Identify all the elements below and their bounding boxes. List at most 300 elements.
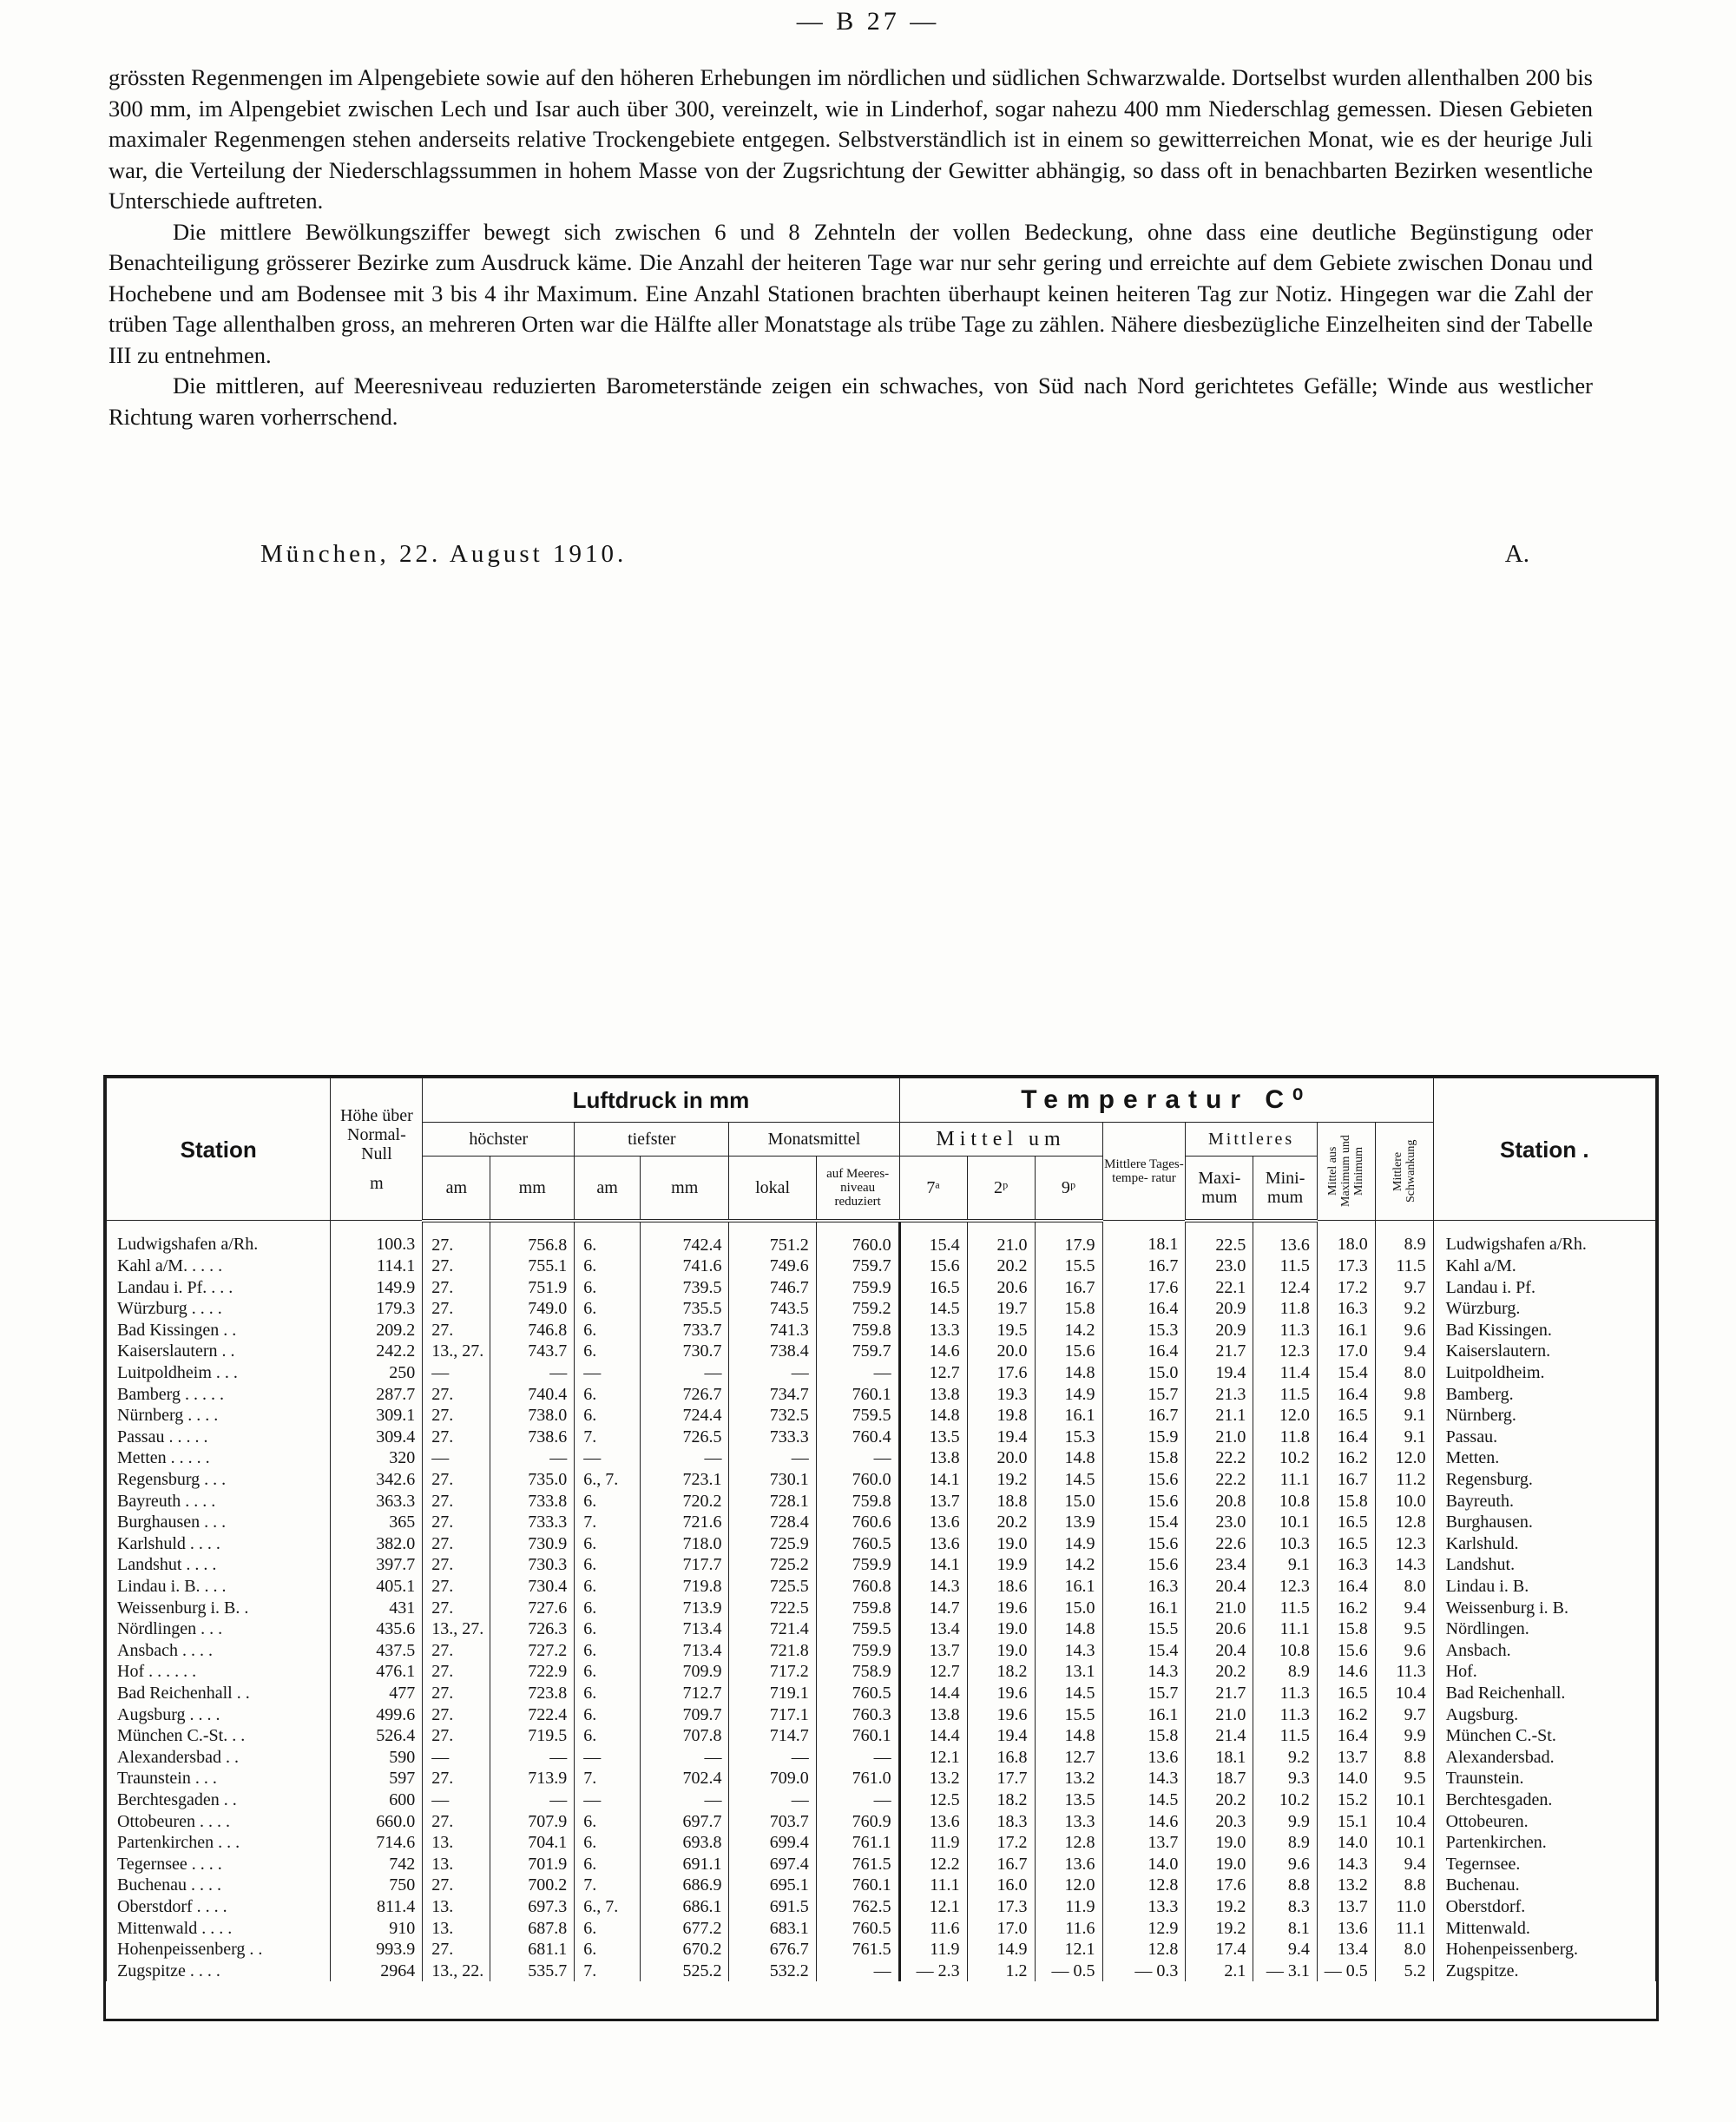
station-name-cell: Nürnberg . . . . (107, 1405, 331, 1427)
table-cell: 8.0 (1375, 1362, 1433, 1384)
table-cell: 15.8 (1317, 1491, 1375, 1512)
table-cell: 18.1 (1186, 1747, 1253, 1769)
station-name-cell: Karlshuld. (1433, 1533, 1655, 1555)
header-schwankung-label: Mittlere Schwankung (1391, 1139, 1417, 1203)
table-cell: 762.5 (816, 1896, 899, 1918)
header-hoechster: höchster (423, 1123, 575, 1157)
table-cell: 27. (423, 1554, 490, 1576)
table-cell: 759.2 (816, 1298, 899, 1320)
table-cell: 811.4 (331, 1896, 423, 1918)
station-name-cell: Ottobeuren. (1433, 1811, 1655, 1833)
station-name-cell: Bad Kissingen. (1433, 1320, 1655, 1341)
table-cell: 738.6 (490, 1427, 575, 1448)
table-row (107, 1832, 1656, 1854)
table-cell: 761.5 (816, 1854, 899, 1875)
table-cell: 525.2 (640, 1961, 729, 1982)
table-cell: — (729, 1447, 816, 1469)
table-cell: 13.4 (899, 1618, 967, 1640)
table-cell: 9.7 (1375, 1277, 1433, 1299)
table-cell: 27. (423, 1405, 490, 1427)
table-cell: 739.5 (640, 1277, 729, 1299)
table-cell: 532.2 (729, 1961, 816, 1982)
table-cell: 287.7 (331, 1384, 423, 1406)
table-cell: 18.2 (967, 1661, 1035, 1683)
table-cell: 735.5 (640, 1298, 729, 1320)
table-cell: 19.0 (967, 1533, 1035, 1555)
table-cell: 10.8 (1253, 1640, 1318, 1662)
station-name-cell: Bamberg . . . . . (107, 1384, 331, 1406)
table-cell: 16.5 (1317, 1533, 1375, 1555)
table-cell: 14.8 (1035, 1447, 1102, 1469)
table-cell: 6., 7. (575, 1469, 641, 1491)
table-cell: 21.4 (1186, 1725, 1253, 1747)
table-cell: 309.4 (331, 1427, 423, 1448)
table-cell: 7. (575, 1768, 641, 1789)
table-cell: 707.9 (490, 1811, 575, 1833)
table-cell: 687.8 (490, 1918, 575, 1940)
table-cell: 365 (331, 1512, 423, 1533)
table-cell: — (640, 1789, 729, 1811)
signoff (260, 540, 1529, 569)
table-row (107, 1277, 1656, 1299)
table-cell: 16.1 (1317, 1320, 1375, 1341)
table-cell: 14.1 (899, 1469, 967, 1491)
table-cell: 733.8 (490, 1491, 575, 1512)
table-cell: 13.3 (1102, 1896, 1186, 1918)
table-cell: 13.6 (899, 1512, 967, 1533)
table-cell: 15.5 (1035, 1704, 1102, 1726)
table-cell: 16.7 (1317, 1469, 1375, 1491)
table-cell: 683.1 (729, 1918, 816, 1940)
table-cell: 21.0 (1186, 1598, 1253, 1619)
table-row (107, 1405, 1656, 1427)
table-cell: 6. (575, 1221, 641, 1256)
table-cell: 9.5 (1375, 1618, 1433, 1640)
table-cell: 14.2 (1035, 1320, 1102, 1341)
table-cell: 27. (423, 1683, 490, 1704)
table-cell: 12.8 (1035, 1832, 1102, 1854)
table-row (107, 1768, 1656, 1789)
table-cell: 20.9 (1186, 1320, 1253, 1341)
table-cell: 27. (423, 1491, 490, 1512)
station-name-cell: Oberstdorf. (1433, 1896, 1655, 1918)
table-cell: 13.6 (899, 1811, 967, 1833)
table-cell: 910 (331, 1918, 423, 1940)
table-cell: 759.5 (816, 1618, 899, 1640)
table-cell: 19.2 (1186, 1918, 1253, 1940)
station-name-cell: Regensburg . . . (107, 1469, 331, 1491)
station-name-cell: Würzburg. (1433, 1298, 1655, 1320)
table-cell: 15.7 (1102, 1683, 1186, 1704)
station-name-cell: Ludwigshafen a/Rh. (1433, 1221, 1655, 1256)
table-cell: 13.6 (1102, 1747, 1186, 1769)
table-cell: 10.1 (1253, 1512, 1318, 1533)
table-cell: 13., 27. (423, 1341, 490, 1362)
table-cell: 16.4 (1317, 1725, 1375, 1747)
table-cell: 755.1 (490, 1255, 575, 1277)
table-cell: 17.2 (967, 1832, 1035, 1854)
table-cell: 27. (423, 1704, 490, 1726)
table-cell: 20.8 (1186, 1491, 1253, 1512)
table-cell: 12.0 (1253, 1405, 1318, 1427)
table-cell: 760.1 (816, 1875, 899, 1896)
table-cell: 12.1 (899, 1896, 967, 1918)
table-cell: 11.5 (1253, 1384, 1318, 1406)
table-cell: 22.2 (1186, 1469, 1253, 1491)
table-cell: 27. (423, 1512, 490, 1533)
table-cell: 209.2 (331, 1320, 423, 1341)
table-cell: 14.3 (1035, 1640, 1102, 1662)
table-cell: 11.0 (1375, 1896, 1433, 1918)
table-cell: 13.5 (1035, 1789, 1102, 1811)
station-name-cell: Ansbach. (1433, 1640, 1655, 1662)
table-cell: 6. (575, 1320, 641, 1341)
table-cell: 309.1 (331, 1405, 423, 1427)
table-cell: 15.4 (899, 1221, 967, 1256)
table-cell: 27. (423, 1221, 490, 1256)
table-row (107, 1469, 1656, 1491)
table-cell: — 0.5 (1317, 1961, 1375, 1982)
table-cell: 760.6 (816, 1512, 899, 1533)
station-name-cell: Buchenau. (1433, 1875, 1655, 1896)
table-cell: — (490, 1362, 575, 1384)
table-cell: 15.8 (1317, 1618, 1375, 1640)
table-cell: 728.1 (729, 1491, 816, 1512)
table-cell: 19.5 (967, 1320, 1035, 1341)
table-cell: 27. (423, 1384, 490, 1406)
station-name-cell: Landau i. Pf. (1433, 1277, 1655, 1299)
table-row (107, 1939, 1656, 1961)
station-name-cell: Hohenpeissenberg. (1433, 1939, 1655, 1961)
table-cell: 718.0 (640, 1533, 729, 1555)
station-name-cell: Tegernsee . . . . (107, 1854, 331, 1875)
table-cell: 11.1 (899, 1875, 967, 1896)
table-cell: 15.0 (1035, 1491, 1102, 1512)
table-row (107, 1618, 1656, 1640)
table-cell: 726.7 (640, 1384, 729, 1406)
table-cell: 15.8 (1102, 1447, 1186, 1469)
table-cell: 13.6 (1317, 1918, 1375, 1940)
table-cell: 17.6 (1102, 1277, 1186, 1299)
table-cell: 677.2 (640, 1918, 729, 1940)
table-row (107, 1384, 1656, 1406)
table-cell: 18.7 (1186, 1768, 1253, 1789)
table-cell: 476.1 (331, 1661, 423, 1683)
table-cell: 697.7 (640, 1811, 729, 1833)
table-cell: 14.4 (899, 1683, 967, 1704)
table-cell: 1.2 (967, 1961, 1035, 1982)
weather-table (103, 1075, 1659, 2021)
station-name-cell: Zugspitze . . . . (107, 1961, 331, 1982)
table-cell: 19.0 (1186, 1832, 1253, 1854)
table-cell: 19.4 (967, 1427, 1035, 1448)
table-cell: 741.3 (729, 1320, 816, 1341)
table-cell: 719.8 (640, 1576, 729, 1598)
table-cell: 9.4 (1375, 1341, 1433, 1362)
table-cell: 11.1 (1375, 1918, 1433, 1940)
table-cell: 13.7 (1102, 1832, 1186, 1854)
table-cell: 709.7 (640, 1704, 729, 1726)
table-cell: 437.5 (331, 1640, 423, 1662)
table-cell: 17.9 (1035, 1221, 1102, 1256)
station-name-cell: Ottobeuren . . . . (107, 1811, 331, 1833)
table-cell: 751.9 (490, 1277, 575, 1299)
table-cell: 6. (575, 1725, 641, 1747)
table-cell: 16.1 (1102, 1704, 1186, 1726)
table-cell: 16.4 (1317, 1384, 1375, 1406)
table-body (107, 1221, 1656, 1982)
table-cell: — 3.1 (1253, 1961, 1318, 1982)
table-cell: 15.3 (1035, 1427, 1102, 1448)
table-cell: 9.2 (1375, 1298, 1433, 1320)
table-cell: 11.5 (1253, 1255, 1318, 1277)
table-cell: 7. (575, 1961, 641, 1982)
table-cell: 14.9 (1035, 1384, 1102, 1406)
table-row (107, 1255, 1656, 1277)
station-name-cell: Burghausen. (1433, 1512, 1655, 1533)
station-name-cell: Landshut. (1433, 1554, 1655, 1576)
table-cell: 14.3 (1102, 1768, 1186, 1789)
table-row (107, 1875, 1656, 1896)
table-cell: 14.0 (1102, 1854, 1186, 1875)
table-cell: — (423, 1789, 490, 1811)
table-row (107, 1576, 1656, 1598)
table-cell: 746.7 (729, 1277, 816, 1299)
table-cell: 13.8 (899, 1384, 967, 1406)
table-cell: 13.4 (1317, 1939, 1375, 1961)
table-cell: 15.1 (1317, 1811, 1375, 1833)
table-cell: 6. (575, 1277, 641, 1299)
table-cell: 733.3 (490, 1512, 575, 1533)
table-cell: 15.7 (1102, 1384, 1186, 1406)
station-name-cell: Bayreuth . . . . (107, 1491, 331, 1512)
table-cell: 713.4 (640, 1640, 729, 1662)
table-cell: 6. (575, 1704, 641, 1726)
table-cell: 27. (423, 1427, 490, 1448)
table-cell: 12.3 (1253, 1341, 1318, 1362)
table-cell: 695.1 (729, 1875, 816, 1896)
table-cell: 699.4 (729, 1832, 816, 1854)
table-cell: 526.4 (331, 1725, 423, 1747)
table-cell: 749.6 (729, 1255, 816, 1277)
table-cell: 18.6 (967, 1576, 1035, 1598)
table-cell: 6. (575, 1811, 641, 1833)
station-name-cell: Karlshuld . . . . (107, 1533, 331, 1555)
table-cell: — (575, 1789, 641, 1811)
table-cell: 20.9 (1186, 1298, 1253, 1320)
table-cell: 713.4 (640, 1618, 729, 1640)
table-cell: 15.4 (1102, 1640, 1186, 1662)
table-cell: 19.4 (1186, 1362, 1253, 1384)
table-cell: 8.3 (1253, 1896, 1318, 1918)
table-cell: 719.5 (490, 1725, 575, 1747)
table-cell: 14.0 (1317, 1832, 1375, 1854)
table-cell: 17.2 (1317, 1277, 1375, 1299)
header-mm: mm (640, 1157, 729, 1221)
table-cell: 6. (575, 1491, 641, 1512)
table-row (107, 1961, 1656, 1982)
table-row (107, 1747, 1656, 1769)
table-cell: 14.8 (1035, 1725, 1102, 1747)
table-cell: 405.1 (331, 1576, 423, 1598)
table-cell: 18.3 (967, 1811, 1035, 1833)
station-name-cell: Partenkirchen. (1433, 1832, 1655, 1854)
table-cell: 760.1 (816, 1384, 899, 1406)
table-row (107, 1512, 1656, 1533)
table-cell: 727.6 (490, 1598, 575, 1619)
station-name-cell: Passau. (1433, 1427, 1655, 1448)
station-name-cell: Augsburg. (1433, 1704, 1655, 1726)
table-cell: 27. (423, 1298, 490, 1320)
table-cell: 14.8 (1035, 1362, 1102, 1384)
station-name-cell: Berchtesgaden. (1433, 1789, 1655, 1811)
header-7a: 7ᵃ (899, 1157, 967, 1221)
header-schwankung (1375, 1123, 1433, 1221)
table-cell: 17.4 (1186, 1939, 1253, 1961)
table-cell: 15.4 (1317, 1362, 1375, 1384)
table-cell: — (816, 1961, 899, 1982)
table-cell: — (575, 1447, 641, 1469)
table-cell: 27. (423, 1255, 490, 1277)
table-cell: 8.8 (1375, 1875, 1433, 1896)
table-cell: 10.8 (1253, 1491, 1318, 1512)
table-cell: 2.1 (1186, 1961, 1253, 1982)
station-name-cell: Kaiserslautern . . (107, 1341, 331, 1362)
table-cell: 12.0 (1035, 1875, 1102, 1896)
table-cell: 17.0 (1317, 1341, 1375, 1362)
table-cell: 13. (423, 1896, 490, 1918)
table-cell: 725.2 (729, 1554, 816, 1576)
header-station-right: Station . (1433, 1078, 1655, 1221)
table-cell: 19.0 (967, 1618, 1035, 1640)
table-cell: 20.2 (1186, 1789, 1253, 1811)
table-cell: 12.1 (899, 1747, 967, 1769)
table-cell: 15.0 (1102, 1362, 1186, 1384)
table-cell: 9.1 (1375, 1427, 1433, 1448)
table-cell: 17.6 (967, 1362, 1035, 1384)
station-name-cell: Bad Reichenhall . . (107, 1683, 331, 1704)
table-cell: 11.3 (1253, 1320, 1318, 1341)
table-cell: 20.2 (967, 1255, 1035, 1277)
place-date: München, 22. August 1910. (260, 540, 628, 568)
table-cell: — (640, 1447, 729, 1469)
table-cell: 21.0 (1186, 1704, 1253, 1726)
table-cell: 9.6 (1253, 1854, 1318, 1875)
table-cell: 8.9 (1253, 1661, 1318, 1683)
station-name-cell: Nördlingen . . . (107, 1618, 331, 1640)
table-cell: 733.7 (640, 1320, 729, 1341)
table-cell: 27. (423, 1533, 490, 1555)
station-name-cell: Weissenburg i. B. . (107, 1598, 331, 1619)
table-cell: 14.8 (899, 1405, 967, 1427)
table-cell: 19.0 (967, 1640, 1035, 1662)
header-mittel-maxmin-label: Mittel aus Maximum und Minimum (1326, 1135, 1366, 1208)
table-cell: 19.2 (1186, 1896, 1253, 1918)
table-cell: 725.5 (729, 1576, 816, 1598)
table-cell: 14.3 (1317, 1854, 1375, 1875)
table-cell: 681.1 (490, 1939, 575, 1961)
table-cell: 761.1 (816, 1832, 899, 1854)
table-cell: 19.8 (967, 1405, 1035, 1427)
table-cell: — (423, 1747, 490, 1769)
header-mittel-maxmin (1317, 1123, 1375, 1221)
table-cell: 691.1 (640, 1854, 729, 1875)
table-cell: 15.5 (1035, 1255, 1102, 1277)
table-cell: 759.8 (816, 1598, 899, 1619)
table-cell: 15.6 (899, 1255, 967, 1277)
table-cell: 27. (423, 1598, 490, 1619)
table-cell: 12.8 (1375, 1512, 1433, 1533)
table-cell: 725.9 (729, 1533, 816, 1555)
table-cell: 9.6 (1375, 1640, 1433, 1662)
table-cell: 16.3 (1317, 1298, 1375, 1320)
table-cell: 759.9 (816, 1640, 899, 1662)
table-cell: 11.9 (899, 1939, 967, 1961)
table-cell: 13.5 (899, 1427, 967, 1448)
table-cell: 726.3 (490, 1618, 575, 1640)
table-cell: 11.1 (1253, 1469, 1318, 1491)
table-cell: 6. (575, 1661, 641, 1683)
table-cell: 16.4 (1317, 1427, 1375, 1448)
table-cell: 8.0 (1375, 1576, 1433, 1598)
header-lokal: lokal (729, 1157, 816, 1221)
table-cell: 19.6 (967, 1683, 1035, 1704)
table-cell: 149.9 (331, 1277, 423, 1299)
table-cell: 730.1 (729, 1469, 816, 1491)
table-cell: 20.0 (967, 1341, 1035, 1362)
table-cell: 16.2 (1317, 1598, 1375, 1619)
table-cell: 6. (575, 1384, 641, 1406)
table-cell: — (729, 1747, 816, 1769)
table-cell: 702.4 (640, 1768, 729, 1789)
table-cell: 11.3 (1253, 1683, 1318, 1704)
header-monatsmittel: Monatsmittel (729, 1123, 899, 1157)
table-cell: 760.4 (816, 1427, 899, 1448)
table-cell: 8.1 (1253, 1918, 1318, 1940)
table-row (107, 1661, 1656, 1683)
station-name-cell: Ludwigshafen a/Rh. (107, 1221, 331, 1256)
header-hoehe-label: Höhe über Normal-Null (339, 1105, 413, 1163)
table-cell: 749.0 (490, 1298, 575, 1320)
table-row (107, 1491, 1656, 1512)
table-cell: — (816, 1747, 899, 1769)
table-cell: 27. (423, 1875, 490, 1896)
table-cell: 6. (575, 1298, 641, 1320)
table-cell: — (575, 1362, 641, 1384)
table-cell: 660.0 (331, 1811, 423, 1833)
station-name-cell: Weissenburg i. B. (1433, 1598, 1655, 1619)
header-hoehe (331, 1078, 423, 1221)
table-row (107, 1598, 1656, 1619)
table-row (107, 1298, 1656, 1320)
table-cell: 12.8 (1102, 1875, 1186, 1896)
table-cell: 691.5 (729, 1896, 816, 1918)
table-cell: 738.0 (490, 1405, 575, 1427)
table-cell: 16.7 (1102, 1405, 1186, 1427)
table-cell: — (816, 1789, 899, 1811)
table-cell: 19.3 (967, 1384, 1035, 1406)
table-cell: 13., 22. (423, 1961, 490, 1982)
table-cell: 16.3 (1317, 1554, 1375, 1576)
table-cell: 10.1 (1375, 1789, 1433, 1811)
table-cell: 10.4 (1375, 1811, 1433, 1833)
table-cell: 18.1 (1102, 1221, 1186, 1256)
table-cell: 14.1 (899, 1554, 967, 1576)
station-name-cell: Metten . . . . . (107, 1447, 331, 1469)
table-cell: 250 (331, 1362, 423, 1384)
table-cell: 742.4 (640, 1221, 729, 1256)
table-cell: — (640, 1747, 729, 1769)
